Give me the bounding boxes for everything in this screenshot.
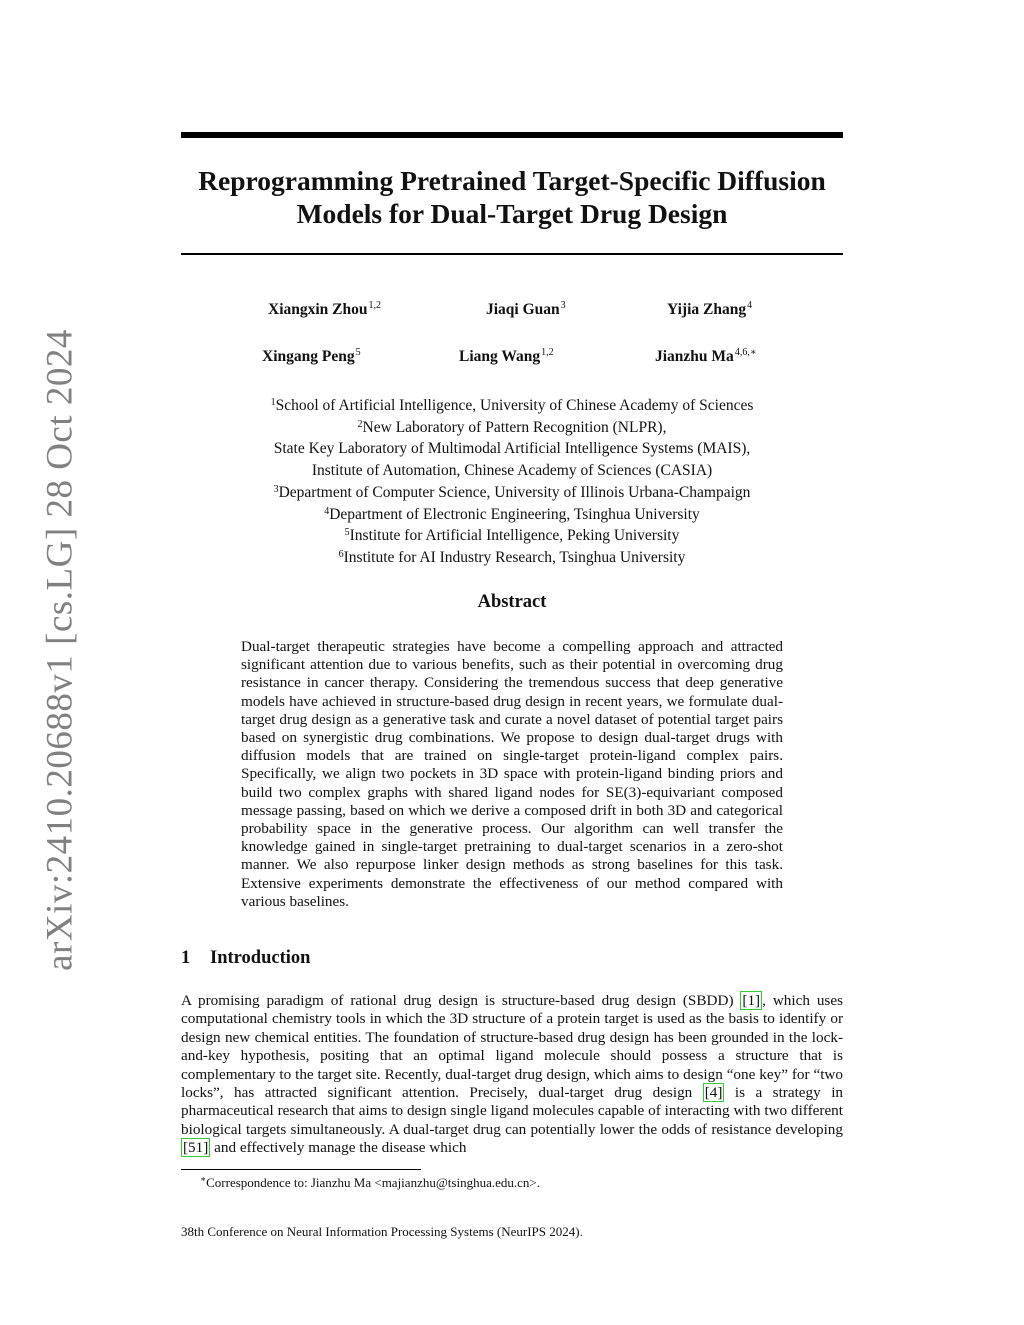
affiliation-line: $^3$Department of Computer Science, University of Illinois Urbana-Champaign (273, 483, 751, 501)
paper-title: Reprogramming Pretrained Target-Specific Diffusion Models for Dual-Target Drug Design (198, 165, 826, 229)
affiliation-line: Institute of Automation, Chinese Academy of Sciences (CASIA) (311, 462, 713, 480)
author-3: Yijia Zhang$^4$ (667, 300, 753, 318)
title-top-rule (181, 132, 843, 138)
arxiv-identifier-stamp: arXiv:2410.20688v1 [cs.LG] 28 Oct 2024 (39, 329, 81, 971)
footnote-rule (181, 1169, 421, 1170)
section-title: Introduction (210, 948, 311, 968)
affiliation-line: $^1$School of Artificial Intelligence, University of Chinese Academy of Sciences (270, 397, 754, 414)
abstract-heading: Abstract (477, 592, 547, 612)
correspondence-footnote: ∗Correspondence to: Jianzhu Ma <majianzhu@tsinghua.edu.cn>. (200, 1174, 540, 1190)
affiliations (181, 394, 843, 568)
citation-link-1[interactable]: [1] (742, 992, 761, 1009)
title-bottom-rule (181, 253, 843, 255)
introduction-paragraph: A promising paradigm of rational drug design is structure-based drug design (SBDD) [1] , which uses computational chemistry tools in which the 3D structure of a protein target is used as the basis to identify or design new chemical entities. The foundation of structure-based drug design has been grounded in the lock-and-key hypothesis, positing that an optimal ligand molecule should possess a structure that is complementary to the target site. Recently, dual-target drug design, which aims to design “one key” for “two locks”, has attracted significant attention. Precisely, dual-target drug design [4] is a strategy in pharmaceutical research that aims to design single ligand molecules capable of interacting with two different biological targets simultaneously. A dual-target drug can potentially lower the odds of resistance developing [51] and effectively manage the disease which (181, 992, 844, 1157)
section-number: 1 (181, 948, 191, 968)
citation-link-4[interactable]: [4] (704, 1084, 723, 1102)
venue-note: 38th Conference on Neural Information Processing Systems (NeurIPS 2024). (181, 1224, 583, 1239)
affiliation-line: $^2$New Laboratory of Pattern Recognition (NLPR), (357, 418, 667, 436)
author-4: Xingang Peng$^5$ (262, 347, 361, 365)
affiliation-line: State Key Laboratory of Multimodal Artificial Intelligence Systems (MAIS), (273, 440, 751, 458)
author-6: Jianzhu $Ma^{4,6,∗}$ (655, 347, 757, 365)
author-1: Xiangxin Zhou$^{1,2}$ (268, 300, 382, 318)
citation-link-51[interactable]: [51] (183, 1139, 209, 1157)
affiliation-line: $^4$Department of Electronic Engineering, Tsinghua University (324, 505, 700, 523)
section-heading-introduction (181, 948, 310, 969)
author-5: Liang Wang$^{1,2}$ (459, 347, 554, 365)
abstract-body: Dual-target therapeutic strategies have become a compelling approach and attracted significant attention due to various benefits, such as their potential in overcoming drug resistance in cancer therapy. Considering the tremendous success that deep generative models have achieved in structure-based drug design in recent years, we formulate dual-target drug design as a generative task and curate a novel dataset of potential target pairs based on synergistic drug combinations. We propose to design dual-target drugs with diffusion models that are trained on single-target protein-ligand complex pairs. Specifically, we align two pockets in 3D space with protein-ligand binding priors and build two complex graphs with shared ligand nodes for SE(3)-equivariant composed message passing, based on which we derive a composed drift in both 3D and categorical probability space in the generative process. Our algorithm can well transfer the knowledge gained in single-target pretraining to dual-target scenarios in a zero-shot manner. We also repurpose linker design methods as strong baselines for this task. Extensive experiments demonstrate the effectiveness of our method compared with various baselines. (241, 638, 783, 910)
affiliation-line: $^6$Institute for AI Industry Research, Tsinghua University (338, 548, 686, 566)
author-2: Jiaqi Guan$^3$ (486, 300, 566, 318)
affiliation-line: $^5$Institute for Artificial Intelligence, Peking University (344, 527, 680, 545)
